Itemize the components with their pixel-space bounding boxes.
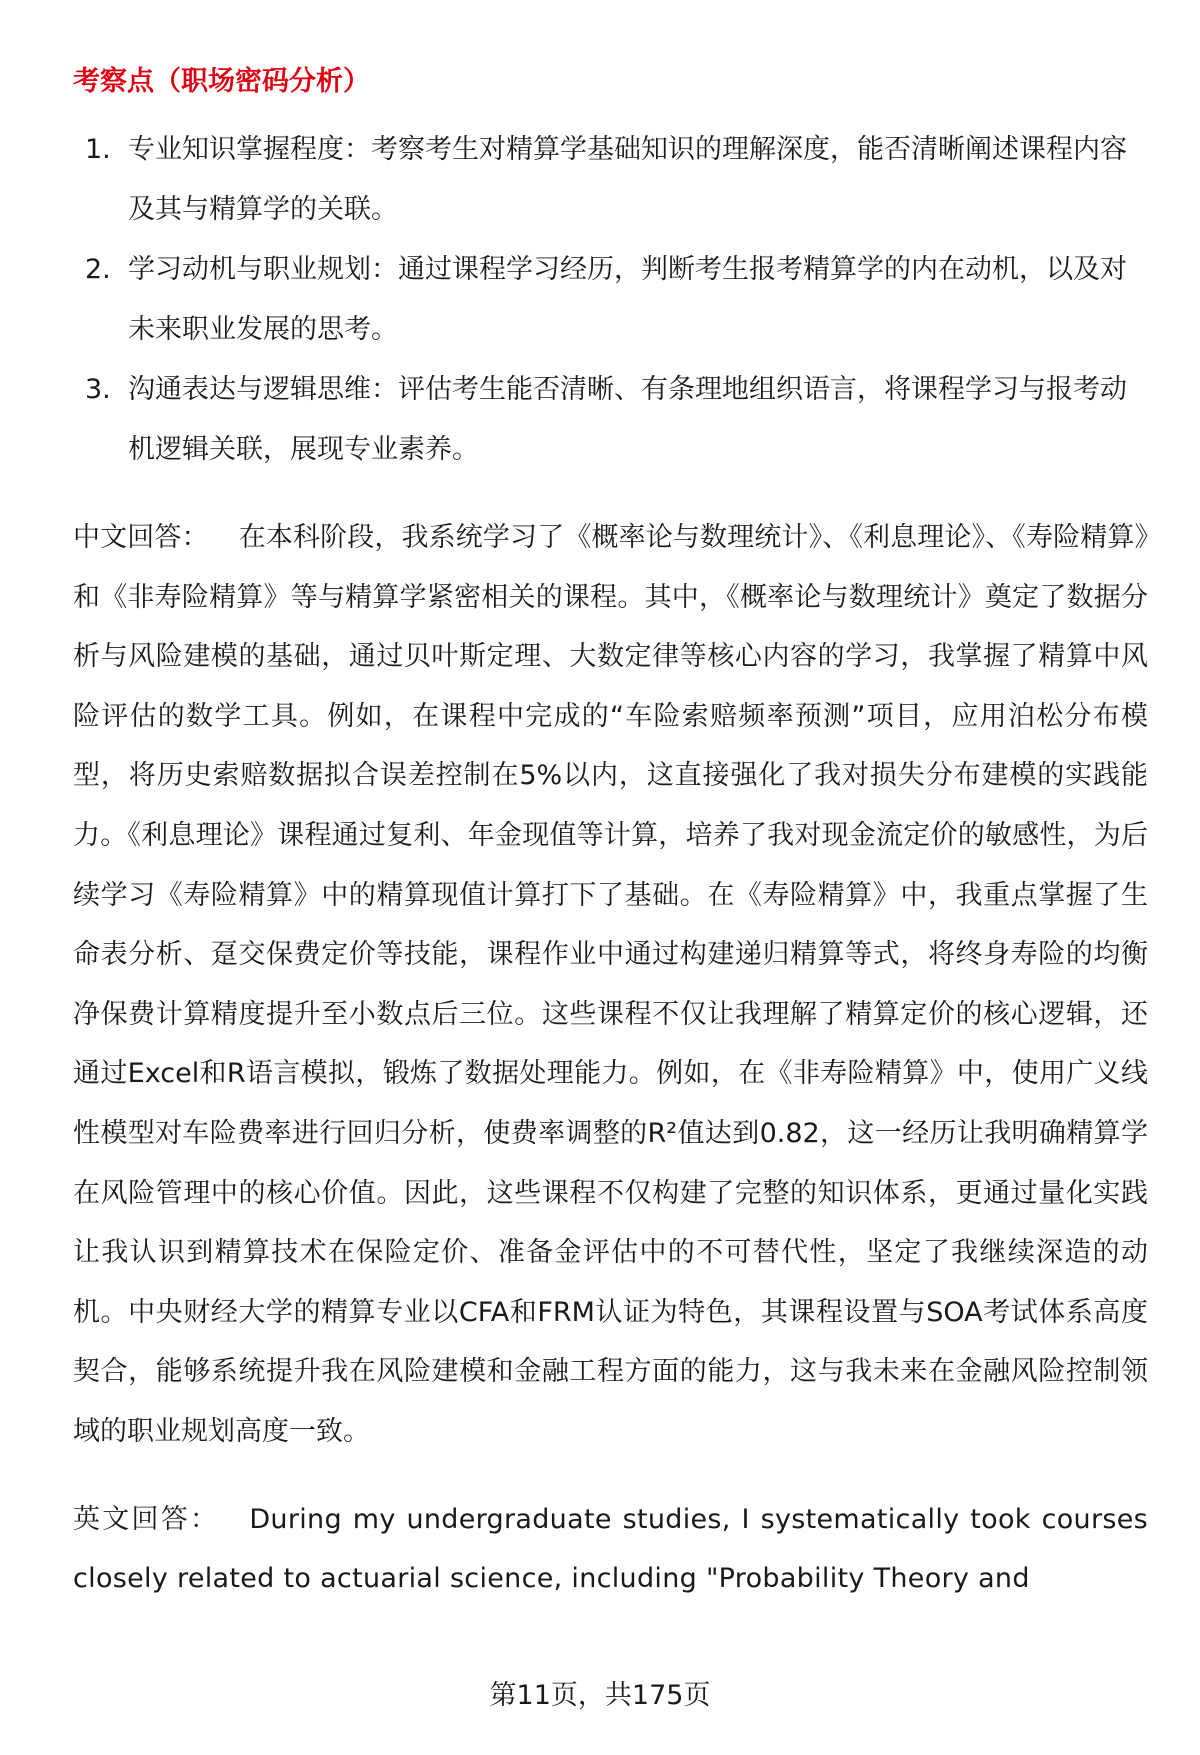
list-number: 3. [85,374,111,405]
chinese-answer [73,508,1148,1462]
english-answer [73,1490,1148,1609]
list-item [73,240,1148,360]
list-item-text: 沟通表达与逻辑思维：评估考生能否清晰、有条理地组织语言，将课程学习与报考动机逻辑关联，展现专业素养。 [128,374,1127,465]
chinese-answer-label: 中文回答： [73,522,209,553]
english-answer-text: During my undergraduate studies, I systematically took courses closely related to actuarial science, including "Probability Theory and [73,1503,1149,1595]
document-page [73,58,1148,1609]
chinese-answer-text: 在本科阶段，我系统学习了《概率论与数理统计》、《利息理论》、《寿险精算》和《非寿险精算》等与精算学紧密相关的课程。其中，《概率论与数理统计》奠定了数据分析与风险建模的基础，通过贝叶斯定理、大数定律等核心内容的学习，我掌握了精算中风险评估的数学工具。例如，在课程中完成的“车险索赔频率预测”项目，应用泊松分布模型，将历史索赔数据拟合误差控制在5%以内，这直接强化了我对损失分布建模的实践能力。《利息理论》课程通过复利、年金现值等计算，培养了我对现金流定价的敏感性，为后续学习《寿险精算》中的精算现值计算打下了基础。在《寿险精算》中，我重点掌握了生命表分析、趸交保费定价等技能，课程作业中通过构建递归精算等式，将终身寿险的均衡净保费计算精度提升至小数点后三位。这些课程不仅让我理解了精算定价的核心逻辑，还通过Excel和R语言模拟，锻炼了数据处理能力。例如，在《非寿险精算》中，使用广义线性模型对车险费率进行回归分析，使费率调整的R²值达到0.82，这一经历让我明确精算学在风险管理中的核心价值。因此，这些课程不仅构建了完整的知识体系，更通过量化实践让我认识到精算技术在保险定价、准备金评估中的不可替代性，坚定了我继续深造的动机。中央财经大学的精算专业以CFA和FRM认证为特色，其课程设置与SOA考试体系高度契合，能够系统提升我在风险建模和金融工程方面的能力，这与我未来在金融风险控制领域的职业规划高度一致。 [73,522,1148,1447]
list-item-text: 学习动机与职业规划：通过课程学习经历，判断考生报考精算学的内在动机，以及对未来职业发展的思考。 [128,254,1127,345]
english-answer-label: 英文回答： [73,1503,220,1535]
assessment-points-list [73,120,1148,480]
list-number: 2. [85,254,111,285]
page-number-footer: 第11页，共175页 [489,1680,711,1711]
list-item [73,120,1148,240]
list-number: 1. [85,134,111,165]
list-item-text: 专业知识掌握程度：考察考生对精算学基础知识的理解深度，能否清晰阐述课程内容及其与精算学的关联。 [128,134,1127,225]
section-title: 考察点（职场密码分析） [73,66,370,97]
list-item [73,360,1148,480]
